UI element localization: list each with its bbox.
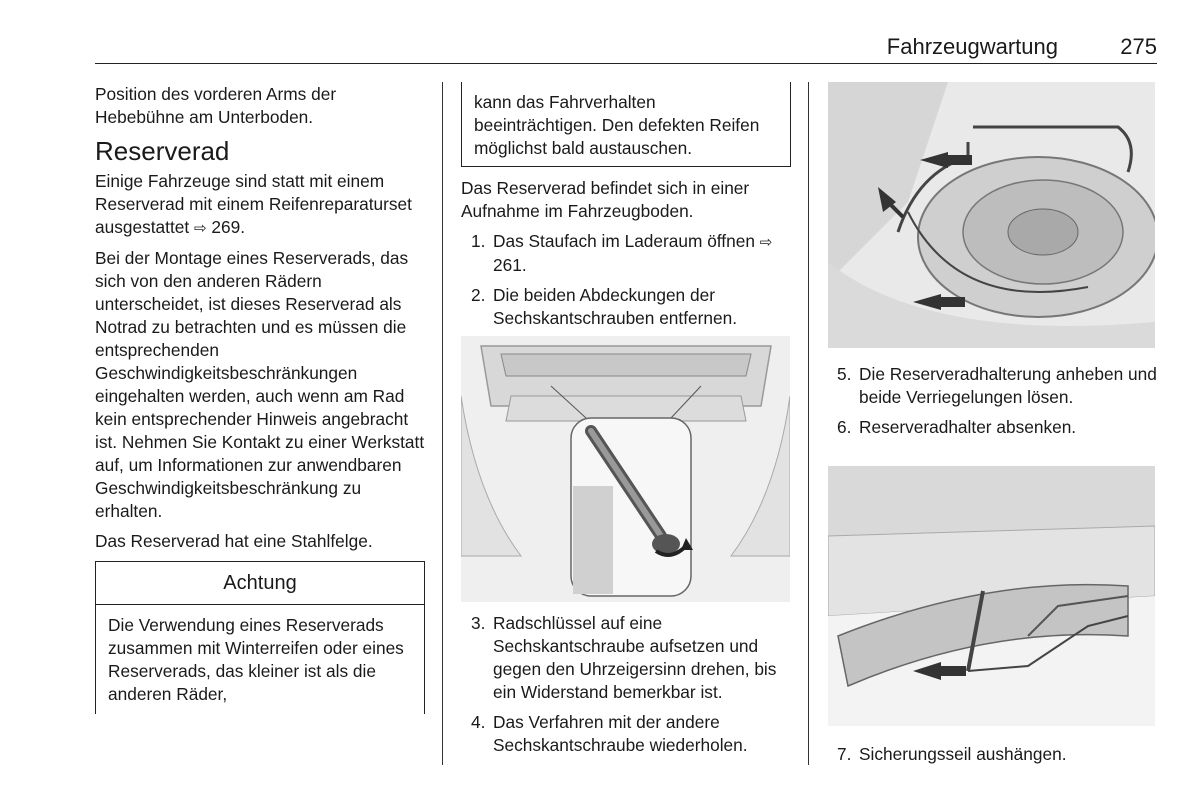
- step-item: [471, 284, 791, 330]
- page-reference: 269.: [211, 217, 245, 237]
- step-number: 4.: [471, 712, 486, 732]
- paragraph-emergency-wheel: Bei der Montage eines Reserverads, das sich von den anderen Rädern unterscheidet, ist dieses Reserverad als Notrad zu betrachten und es müssen die entsprechenden Geschwindigkeitsbeschränkungen eingehalten werden, auch wenn am Rad kein entsprechender Hinweis angebracht ist. Nehmen Sie Kontakt zu einer Werkstatt auf, um Informationen zur anwendbaren Geschwindigkeitsbeschränkung zu erhalten.: [95, 248, 425, 521]
- steps-list-column-3-continued: [837, 743, 1157, 766]
- warning-box: [95, 561, 425, 714]
- step-number: 6.: [837, 417, 852, 437]
- column-1: [95, 83, 425, 714]
- paragraph-location: Das Reserverad befindet sich in einer Aufnahme im Fahrzeugboden.: [461, 178, 750, 221]
- section-heading: Reserverad: [95, 136, 230, 166]
- steps-list-continued: [461, 612, 791, 757]
- paragraph-spare-wheel: [95, 170, 425, 240]
- spare-wheel-carrier-illustration: [828, 82, 1155, 348]
- warning-text: Die Verwendung eines Reserverads zusammen mit Winterreifen oder eines Reserverads, das kleiner ist als die anderen Räder,: [108, 615, 404, 704]
- step-text: Radschlüssel auf eine Sechskantschraube aufsetzen und gegen den Uhrzeigersinn drehen, bis ein Widerstand bemerkbar ist.: [493, 613, 777, 702]
- step-item: [471, 230, 791, 277]
- warning-box-continued: [461, 82, 791, 167]
- figure-spare-wheel-carrier: [828, 82, 1155, 348]
- reference-arrow-icon: ⇨: [759, 234, 773, 251]
- step-number: 2.: [471, 285, 486, 305]
- column-divider-left: [442, 82, 443, 765]
- step-text: Die beiden Abdeckungen der Sechskantschrauben entfernen.: [493, 285, 738, 328]
- step-item: [837, 416, 1157, 439]
- column-3: [837, 363, 1157, 446]
- carrier-lowered-illustration: [828, 466, 1155, 726]
- step-text: Die Reserveradhalterung anheben und beide Verriegelungen lösen.: [859, 364, 1157, 407]
- step-number: 7.: [837, 744, 852, 764]
- step-text: Das Verfahren mit der andere Sechskantschraube wiederholen.: [493, 712, 748, 755]
- paragraph-text: Einige Fahrzeuge sind statt mit einem Reserverad mit einem Reifenreparaturset ausgestattet: [95, 171, 412, 237]
- figure-carrier-lowered: [828, 466, 1155, 726]
- step-text: Reserveradhalter absenken.: [859, 417, 1077, 437]
- intro-text: Position des vorderen Arms der Hebebühne am Unterboden.: [95, 84, 337, 127]
- column-divider-right: [808, 82, 809, 765]
- warning-title: Achtung: [96, 562, 424, 605]
- column-3-lower: [837, 743, 1157, 773]
- column-2-lower: [461, 612, 791, 764]
- figure-wrench-illustration: [461, 336, 790, 602]
- step-number: 5.: [837, 364, 852, 384]
- page-reference: 261.: [493, 255, 527, 275]
- warning-text-continued: kann das Fahrverhalten beeinträchtigen. Den defekten Reifen möglichst bald austauschen.: [474, 92, 760, 158]
- step-item: [471, 612, 791, 704]
- header-rule: [95, 63, 1157, 64]
- step-text: Das Staufach im Laderaum öffnen: [493, 231, 760, 251]
- page-number: 275: [1120, 34, 1157, 59]
- step-number: 3.: [471, 613, 486, 633]
- step-item: [837, 743, 1157, 766]
- paragraph-steel-rim: Das Reserverad hat eine Stahlfelge.: [95, 531, 373, 551]
- wrench-illustration: [461, 336, 790, 602]
- step-item: [837, 363, 1157, 409]
- step-text: Sicherungsseil aushängen.: [859, 744, 1067, 764]
- step-number: 1.: [471, 231, 486, 251]
- step-item: [471, 711, 791, 757]
- steps-list-column-3: [837, 363, 1157, 439]
- running-header-title: Fahrzeugwartung: [886, 34, 1058, 59]
- column-2: [461, 82, 791, 337]
- reference-arrow-icon: ⇨: [193, 220, 207, 237]
- steps-list: [461, 230, 791, 330]
